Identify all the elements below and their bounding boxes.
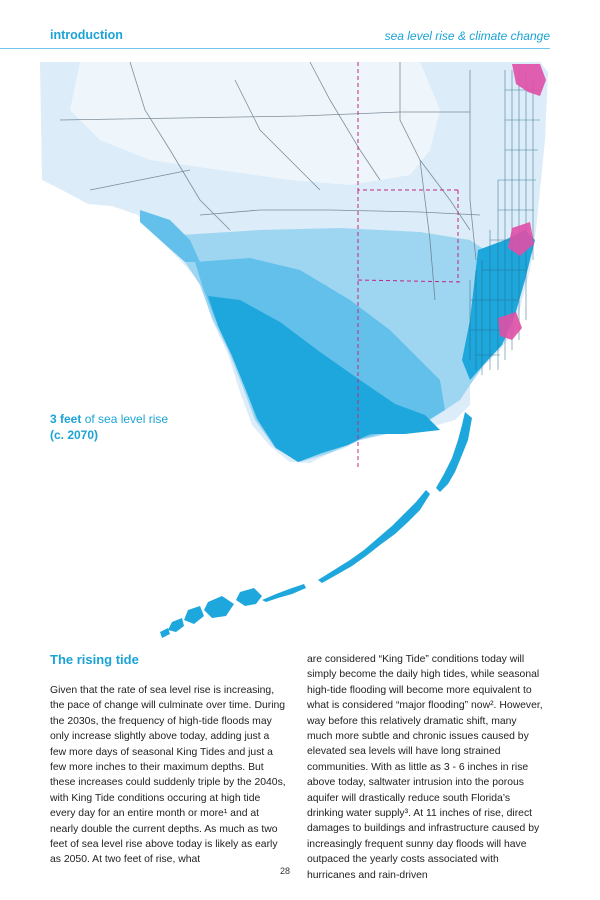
article-heading: The rising tide bbox=[50, 652, 139, 667]
map-caption bbox=[50, 411, 168, 443]
header-rule bbox=[0, 48, 550, 49]
caption-year: (c. 2070) bbox=[50, 428, 99, 442]
paragraph-right: are considered “King Tide” conditions today will simply become the daily high tides, while seasonal high-tide flooding will become more equivalent to what is considered “major flooding” now². However, way before this relatively dramatic shift, many much more subtle and chronic issues caused by elevated sea levels will have long strained communities. With as little as 3 - 6 inches in rise above today, saltwater intrusion into the porous aquifer will drastically reduce south Florida’s drinking water supply³. At 11 inches of rise, direct damages to buildings and infrastructure caused by increasingly frequent sunny day floods will have outpaced the yearly costs associated with hurricanes and rain-driven bbox=[307, 654, 543, 881]
caption-rest: of sea level rise bbox=[81, 412, 169, 426]
article-column-right bbox=[307, 652, 543, 883]
article-column-left bbox=[50, 683, 286, 868]
topic-label: sea level rise & climate change bbox=[384, 29, 550, 43]
page-number: 28 bbox=[279, 866, 290, 876]
caption-amount: 3 feet bbox=[50, 412, 82, 426]
map-caption-line bbox=[50, 411, 168, 427]
paragraph-left: Given that the rate of sea level rise is increasing, the pace of change will culminate over time. During the 2030s, the frequency of high-tide floods may only increase slightly above today, adding just a few more days of seasonal King Tides and just a few more inches to their maximum depths. But these increases could suddenly triple by the 2040s, with King Tide conditions occuring at high tide every day for an entire month or more¹ and at nearly double the current depths. As much as two feet of sea level rise above today is likely as early as 2050. At two feet of rise, what bbox=[50, 685, 286, 866]
sea-level-rise-map bbox=[0, 55, 600, 655]
section-label: introduction bbox=[50, 28, 123, 42]
running-header bbox=[50, 28, 550, 48]
